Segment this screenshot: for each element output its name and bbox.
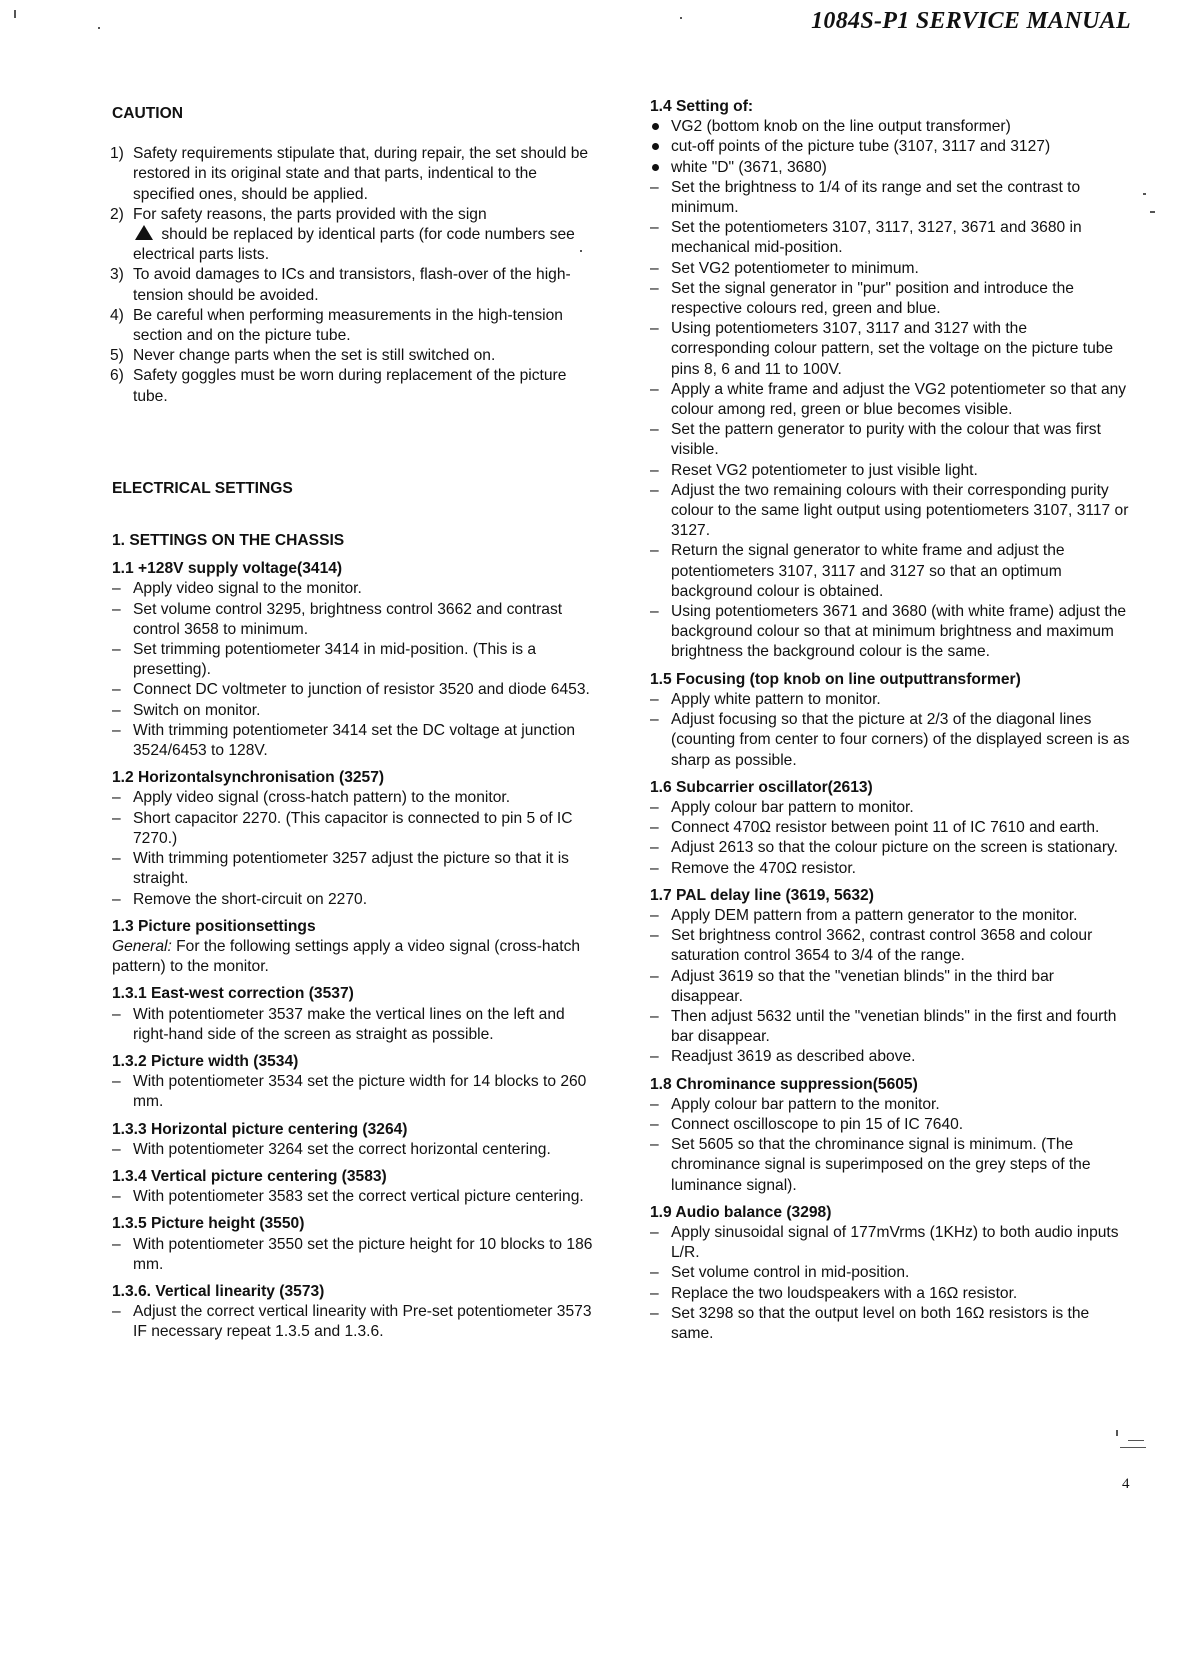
dash-marker: – (650, 219, 659, 237)
caution-item-text: should be replaced by identical parts (for code numbers see electrical parts lists. (133, 226, 575, 264)
section-heading: 1.2 Horizontalsynchronisation (3257) (112, 769, 385, 787)
list-item (650, 420, 1130, 460)
list-item-text: Then adjust 5632 until the "venetian blinds" in the first and fourth bar disappear. (671, 1007, 1117, 1046)
dash-marker: – (650, 380, 659, 398)
dash-marker: – (650, 906, 659, 924)
dash-marker: – (650, 279, 659, 297)
list-item-text: Set 3298 so that the output level on both 16Ω resistors is the same. (671, 1304, 1090, 1342)
scan-speck (1120, 1447, 1146, 1448)
scan-speck (580, 250, 582, 252)
list-item-text: Connect DC voltmeter to junction of resistor 3520 and diode 6453. (133, 681, 590, 699)
dash-marker: – (112, 1303, 121, 1321)
list-item-text: Apply colour bar pattern to monitor. (671, 798, 914, 816)
list-item-text: Apply video signal to the monitor. (133, 580, 362, 598)
dash-marker: – (650, 1264, 659, 1282)
list-item (112, 890, 602, 910)
list-item (650, 481, 1130, 542)
section-heading: 1.6 Subcarrier oscillator(2613) (650, 778, 873, 796)
list-item-text: Readjust 3619 as described above. (671, 1048, 916, 1066)
list-item-text: Set VG2 potentiometer to minimum. (671, 259, 919, 277)
caution-item-marker: 1) (110, 145, 124, 163)
section-heading: 1.4 Setting of: (650, 98, 754, 115)
dash-marker: – (650, 798, 659, 816)
list-item (112, 1005, 602, 1045)
list-item (112, 1140, 602, 1160)
list-item (650, 178, 1130, 218)
scan-speck (14, 10, 16, 18)
list-item-text: Adjust the correct vertical linearity with Pre-set potentiometer 3573 IF necessary repeat 1.3.5 and 1.3.6. (133, 1303, 592, 1341)
list-item (650, 1223, 1130, 1263)
list-item-text: Adjust 3619 so that the "venetian blinds" in the third bar disappear. (671, 967, 1054, 1005)
list-item-text: Apply white pattern to monitor. (671, 690, 881, 708)
list-item-text: Remove the short-circuit on 2270. (133, 890, 368, 908)
left-column (112, 104, 602, 1343)
dash-marker: – (650, 320, 659, 338)
list-item-text: Return the signal generator to white frame and adjust the potentiometers 3107, 3117 and 3127 so that an optimum background colour is obtained. (671, 542, 1065, 600)
bullet-item (650, 137, 1130, 157)
dash-marker: – (650, 819, 659, 837)
dash-marker: – (650, 259, 659, 277)
dash-marker: – (650, 1095, 659, 1113)
dash-marker: – (112, 681, 121, 699)
dash-marker: – (650, 690, 659, 708)
section-heading: 1.3.3 Horizontal picture centering (3264) (112, 1120, 408, 1138)
list-item-text: Apply colour bar pattern to the monitor. (671, 1095, 940, 1113)
list-item (650, 218, 1130, 258)
general-label: General: (112, 937, 172, 955)
caution-item (112, 306, 602, 346)
dash-marker: – (650, 839, 659, 857)
dash-marker: – (112, 850, 121, 868)
list-item-text: Apply sinusoidal signal of 177mVrms (1KHz) to both audio inputs L/R. (671, 1223, 1119, 1262)
list-item (112, 1072, 602, 1112)
right-column (650, 97, 1130, 1344)
caution-item-text: Safety goggles must be worn during replacement of the picture tube. (133, 367, 567, 405)
bullet-item (650, 158, 1130, 178)
section-heading: 1.5 Focusing (top knob on line outputtransformer) (650, 670, 1021, 688)
list-item-text: Adjust 2613 so that the colour picture on the screen is stationary. (671, 839, 1118, 857)
section-heading: 1.3.2 Picture width (3534) (112, 1052, 299, 1070)
caution-item (112, 265, 602, 305)
caution-item (112, 346, 602, 366)
list-item (650, 798, 1130, 818)
caution-item (112, 366, 602, 406)
section-heading: 1.8 Chrominance suppression(5605) (650, 1075, 918, 1093)
dash-marker: – (112, 1235, 121, 1253)
electrical-settings-title: ELECTRICAL SETTINGS (112, 479, 293, 497)
dash-marker: – (650, 1284, 659, 1302)
dash-marker: – (650, 178, 659, 196)
list-item (650, 279, 1130, 319)
dash-marker: – (112, 1005, 121, 1023)
list-item (650, 1135, 1130, 1196)
dash-marker: – (112, 890, 121, 908)
manual-header-title: 1084S-P1 SERVICE MANUAL (811, 8, 1131, 34)
list-item (650, 259, 1130, 279)
dash-marker: – (112, 809, 121, 827)
list-item (650, 1047, 1130, 1067)
chassis-settings-title: 1. SETTINGS ON THE CHASSIS (112, 532, 345, 550)
list-item (650, 461, 1130, 481)
list-item-text: Using potentiometers 3671 and 3680 (with white frame) adjust the background colour so that at minimum brightness and maximum brightness the background colour is the same. (671, 603, 1127, 661)
list-item-text: Apply DEM pattern from a pattern generator to the monitor. (671, 906, 1078, 924)
list-item-text: Set volume control 3295, brightness control 3662 and contrast control 3658 to minimum. (133, 600, 563, 638)
dash-marker: – (650, 603, 659, 621)
caution-item-text: Never change parts when the set is still switched on. (133, 347, 496, 365)
dash-marker: – (112, 1073, 121, 1091)
list-item-text: Connect 470Ω resistor between point 11 of IC 7610 and earth. (671, 819, 1100, 837)
dash-marker: – (650, 1007, 659, 1025)
caution-item-text: To avoid damages to ICs and transistors, flash-over of the high-tension should be avoided. (133, 266, 571, 304)
list-item-text: Remove the 470Ω resistor. (671, 859, 857, 877)
dash-marker: – (650, 481, 659, 499)
list-item (112, 680, 602, 700)
list-item (112, 809, 602, 849)
list-item-text: Set the pattern generator to purity with the colour that was first visible. (671, 421, 1101, 459)
list-item (650, 690, 1130, 710)
list-item (112, 1235, 602, 1275)
dash-marker: – (112, 1140, 121, 1158)
list-item (112, 1187, 602, 1207)
list-item-text: Set the brightness to 1/4 of its range and set the contrast to minimum. (671, 178, 1081, 217)
bullet-item-text: white "D" (3671, 3680) (671, 158, 827, 176)
list-item-text: Apply video signal (cross-hatch pattern) to the monitor. (133, 789, 511, 807)
list-item (650, 818, 1130, 838)
list-item-text: With potentiometer 3550 set the picture height for 10 blocks to 186 mm. (133, 1235, 593, 1273)
dash-marker: – (650, 1115, 659, 1133)
caution-item-marker: 6) (110, 367, 124, 385)
dash-marker: – (650, 421, 659, 439)
caution-item-text: Safety requirements stipulate that, during repair, the set should be restored in its original state and that parts, indentical to the specified ones, should be applied. (133, 145, 589, 203)
list-item-text: Reset VG2 potentiometer to just visible light. (671, 461, 978, 479)
caution-item-marker: 5) (110, 347, 124, 365)
list-item-text: Using potentiometers 3107, 3117 and 3127 with the corresponding colour pattern, set the voltage on the picture tube pins 8, 6 and 11 to 100V. (671, 320, 1114, 378)
caution-item-marker: 3) (110, 266, 124, 284)
list-item-text: Connect oscilloscope to pin 15 of IC 7640. (671, 1115, 964, 1133)
list-item (650, 1115, 1130, 1135)
list-item (650, 319, 1130, 380)
page-number: 4 (1122, 1476, 1130, 1492)
caution-item (112, 144, 602, 205)
list-item (650, 710, 1130, 771)
list-item-text: With potentiometer 3534 set the picture width for 14 blocks to 260 mm. (133, 1073, 587, 1111)
list-item (112, 640, 602, 680)
list-item-text: Set the signal generator in "pur" position and introduce the respective colours red, green and blue. (671, 279, 1074, 318)
list-item (112, 849, 602, 889)
dash-marker: – (112, 1188, 121, 1206)
list-item (650, 859, 1130, 879)
list-item (650, 380, 1130, 420)
bullet-item (650, 117, 1130, 137)
dash-marker: – (650, 859, 659, 877)
section-heading: 1.9 Audio balance (3298) (650, 1203, 832, 1221)
dash-marker: – (650, 1304, 659, 1322)
list-item (650, 1007, 1130, 1047)
list-item (112, 721, 602, 761)
general-text: For the following settings apply a video signal (cross-hatch pattern) to the monitor. (112, 937, 581, 976)
list-item-text: With potentiometer 3537 make the vertical lines on the left and right-hand side of the screen as straight as possible. (133, 1005, 565, 1043)
list-item-text: With potentiometer 3264 set the correct horizontal centering. (133, 1140, 551, 1158)
list-item-text: Adjust focusing so that the picture at 2/3 of the diagonal lines (counting from center to four corners) of the displayed screen is as sharp as possible. (671, 711, 1130, 769)
list-item-text: Set volume control in mid-position. (671, 1264, 910, 1282)
list-item (650, 967, 1130, 1007)
section-heading: 1.1 +128V supply voltage(3414) (112, 560, 343, 578)
caution-item-text: For safety reasons, the parts provided with the sign (133, 205, 487, 223)
list-item-text: With trimming potentiometer 3414 set the DC voltage at junction 3524/6453 to 128V. (133, 721, 576, 760)
bullet-item-text: cut-off points of the picture tube (3107, 3117 and 3127) (671, 138, 1051, 156)
dash-marker: – (112, 600, 121, 618)
list-item-text: Set 5605 so that the chrominance signal is minimum. (The chrominance signal is superimposed on the grey steps of the luminance signal). (671, 1136, 1091, 1194)
section-heading: 1.3.4 Vertical picture centering (3583) (112, 1167, 387, 1185)
caution-item-text: Be careful when performing measurements in the high-tension section and on the picture tube. (133, 306, 563, 345)
list-item (650, 1095, 1130, 1115)
list-item (112, 788, 602, 808)
caution-item-marker: 4) (110, 306, 124, 324)
section-heading: 1.3.1 East-west correction (3537) (112, 985, 354, 1003)
caution-item (112, 205, 602, 266)
dash-marker: – (650, 542, 659, 560)
list-item-text: Set the potentiometers 3107, 3117, 3127, 3671 and 3680 in mechanical mid-position. (671, 219, 1082, 257)
list-item (650, 602, 1130, 663)
section-heading: 1.3.5 Picture height (3550) (112, 1215, 305, 1233)
dash-marker: – (112, 701, 121, 719)
scan-speck (1128, 1440, 1144, 1441)
list-item (650, 838, 1130, 858)
list-item (650, 1263, 1130, 1283)
list-item (650, 1304, 1130, 1344)
dash-marker: – (650, 927, 659, 945)
list-item (112, 1302, 602, 1342)
list-item-text: With potentiometer 3583 set the correct vertical picture centering. (133, 1188, 584, 1206)
list-item-text: Switch on monitor. (133, 701, 261, 719)
section-heading: 1.3.6. Vertical linearity (3573) (112, 1282, 325, 1300)
list-item-text: Short capacitor 2270. (This capacitor is connected to pin 5 of IC 7270.) (133, 809, 573, 847)
scan-speck (1143, 193, 1146, 195)
list-item (650, 926, 1130, 966)
caution-item-marker: 2) (110, 205, 124, 223)
scan-speck (1116, 1430, 1118, 1436)
list-item (112, 600, 602, 640)
left-sections (112, 559, 602, 1342)
list-item-text: Replace the two loudspeakers with a 16Ω resistor. (671, 1284, 1018, 1302)
list-item-text: Set trimming potentiometer 3414 in mid-position. (This is a presetting). (133, 641, 537, 679)
dash-marker: – (112, 641, 121, 659)
dash-marker: – (650, 1136, 659, 1154)
list-item-text: Adjust the two remaining colours with their corresponding purity colour to the same light output using potentiometers 3107, 3117 or 3127. (671, 481, 1129, 540)
list-item-text: Set brightness control 3662, contrast control 3658 and colour saturation control 3654 to 3/4 of the range. (671, 927, 1093, 965)
list-item (650, 1284, 1130, 1304)
dash-marker: – (650, 461, 659, 479)
dash-marker: – (650, 1048, 659, 1066)
dash-marker: – (112, 789, 121, 807)
list-item (112, 701, 602, 721)
scan-speck (1150, 211, 1155, 213)
list-item (650, 906, 1130, 926)
bullet-item-text: VG2 (bottom knob on the line output transformer) (671, 118, 1011, 136)
dash-marker: – (112, 580, 121, 598)
scan-speck (680, 17, 682, 19)
section-heading: 1.7 PAL delay line (3619, 5632) (650, 886, 874, 904)
scan-speck (98, 27, 100, 29)
list-item-text: With trimming potentiometer 3257 adjust the picture so that it is straight. (133, 850, 569, 888)
list-item-text: Apply a white frame and adjust the VG2 potentiometer so that any colour among red, green or blue becomes visible. (671, 380, 1127, 419)
caution-list (112, 144, 602, 407)
dash-marker: – (112, 721, 121, 739)
list-item (650, 541, 1130, 602)
general-note (112, 937, 602, 977)
list-item (112, 579, 602, 599)
warning-triangle-icon (135, 225, 153, 240)
dash-marker: – (650, 967, 659, 985)
dash-marker: – (650, 711, 659, 729)
dash-marker: – (650, 1223, 659, 1241)
caution-title: CAUTION (112, 105, 184, 122)
section-heading: 1.3 Picture positionsettings (112, 917, 316, 935)
